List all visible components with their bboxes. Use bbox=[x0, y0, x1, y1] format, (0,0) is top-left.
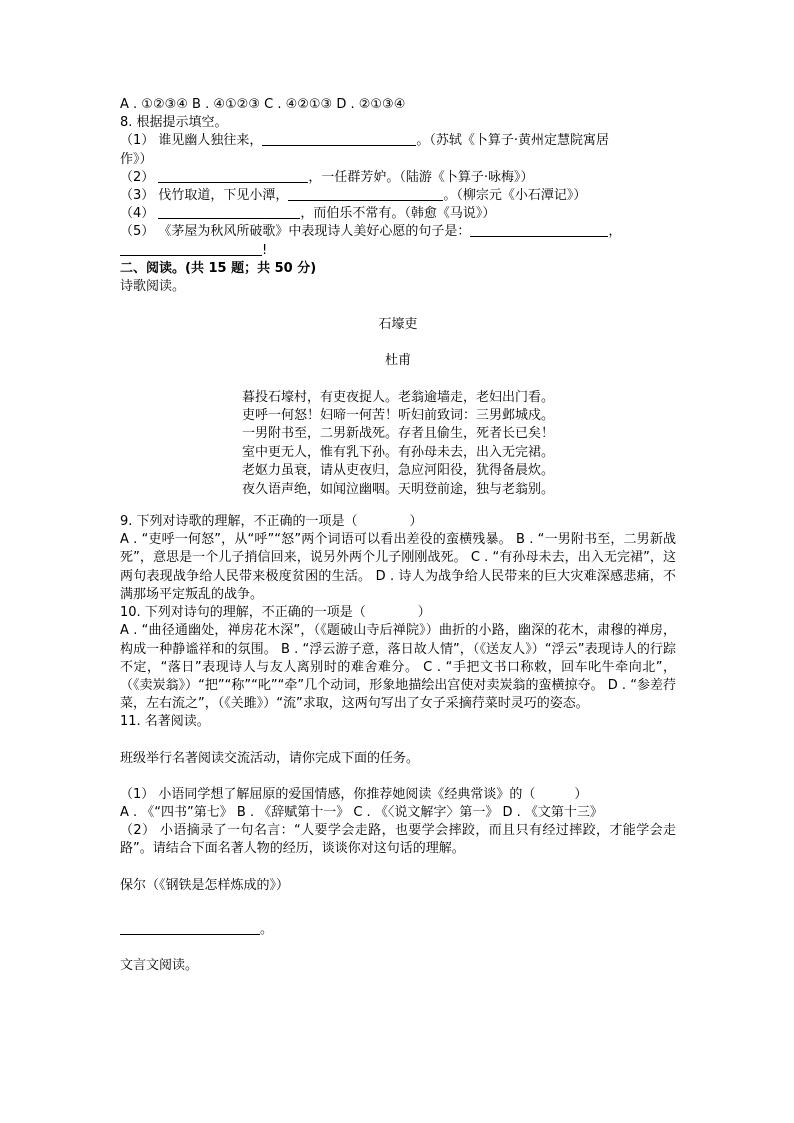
q11-sub1-options: A . 《“四书”第七》 B . 《辞赋第十一》 C . 《〈说文解字〉第一》 D . 《文第十三》 bbox=[120, 804, 603, 820]
q8-line-1 bbox=[120, 132, 676, 150]
poetry-intro: 诗歌阅读。 bbox=[120, 279, 186, 295]
q8-3-source: 。（柳宗元《小石潭记》） bbox=[443, 188, 587, 204]
q10-stem: 10. 下列对诗句的理解，不正确的一项是（ ） bbox=[120, 605, 431, 621]
q11-sub2: （2） 小语摘录了一句名言：“人要学会走路，也要学会摔跤，而且只有经过摔跤，才能学会走路”。请结合下面名著人物的经历，谈谈你对这句话的理解。 bbox=[120, 823, 676, 857]
q8-title: 8. 根据提示填空。 bbox=[120, 115, 228, 131]
q8-2-source: ，一任群芳妒。（陆游《卜算子·咏梅》） bbox=[308, 169, 534, 185]
answer-blank[interactable] bbox=[470, 223, 608, 237]
poem-line: 室中更无人，惟有乳下孙。有孙母未去，出入无完裙。 bbox=[241, 444, 554, 460]
q8-line-2 bbox=[120, 169, 676, 187]
q8-line-5-cont bbox=[120, 242, 676, 260]
q11-figure: 保尔（《钢铁是怎样炼成的》） bbox=[120, 877, 290, 893]
answer-blank[interactable] bbox=[158, 205, 300, 219]
q9-options: A . “吏呼一何怒”，从“呼”“怒”两个词语可以看出差役的蛮横残暴。 B . “一男附书至，二男新战死”，意思是一个儿子捎信回来，说另外两个儿子刚刚战死。 C . “有孙母未去，出入无完裙”，这两句表现战争给人民带来极度贫困的生活。 D . 诗人为战争给人民带来的巨大灾难深感悲痛，不满那场平定叛乱的战争。 bbox=[120, 532, 676, 602]
poem-line: 一男附书至，二男新战死。存者且偷生，死者长已矣！ bbox=[241, 426, 554, 442]
q8-3-text: （3） 伐竹取道，下见小潭， bbox=[120, 188, 289, 204]
poem-title: 石壕吏 bbox=[378, 317, 418, 333]
q11-sub1: （1） 小语同学想了解屈原的爱国情感，你推荐她阅读《经典常谈》的（ ） bbox=[120, 786, 588, 802]
q8-line-3 bbox=[120, 187, 676, 205]
q9-stem: 9. 下列对诗歌的理解，不正确的一项是（ ） bbox=[120, 514, 423, 530]
answer-blank[interactable] bbox=[158, 169, 308, 183]
poem-line: 夜久语声绝，如闻泣幽咽。天明登前途，独与老翁别。 bbox=[241, 481, 554, 497]
q11-answer-line bbox=[120, 921, 676, 939]
q8-1-text: （1） 谁见幽人独往来， bbox=[120, 133, 263, 149]
classical-intro: 文言文阅读。 bbox=[120, 957, 199, 973]
q8-1-source: 。（苏轼《卜算子·黄州定慧院寓居 bbox=[416, 133, 610, 149]
document-page bbox=[120, 96, 676, 975]
poem-line: 吏呼一何怒！妇啼一何苦！听妇前致词：三男邺城戍。 bbox=[241, 408, 554, 424]
q11-intro: 班级举行名著阅读交流活动，请你完成下面的任务。 bbox=[120, 750, 420, 766]
answer-blank[interactable] bbox=[120, 242, 262, 256]
q7-options: A . ①②③④ B . ④①②③ C . ④②①③ D . ②①③④ bbox=[120, 97, 406, 112]
poem-author: 杜甫 bbox=[384, 353, 411, 369]
q11-stem: 11. 名著阅读。 bbox=[120, 714, 210, 730]
q11-answer-end: 。 bbox=[260, 921, 274, 937]
q8-5-comma: ， bbox=[608, 224, 622, 240]
q8-line-5 bbox=[120, 223, 676, 241]
q10-options: A . “曲径通幽处，禅房花木深”，（《题破山寺后禅院》）曲折的小路，幽深的花木，肃穆的禅房，构成一种静谧祥和的氛围。 B . “浮云游子意，落日故人情”，（《送友人》）“浮云”表现诗人的行踪不定，“落日”表现诗人与友人离别时的难舍难分。 C . “手把文书口称敕，回车叱牛牵向北”，（《卖炭翁》）“把”“称”“叱”“牵”几个动词，形象地描绘出宫使对卖炭翁的蛮横掠夺。 D . “参差荇菜，左右流之”，（《关雎》）“流”求取，这两句写出了女子采摘荇菜时灵巧的姿态。 bbox=[120, 623, 676, 712]
q8-5-end: ! bbox=[262, 242, 268, 258]
q8-line-4 bbox=[120, 205, 676, 223]
q8-5-text: （5） 《茅屋为秋风所破歌》中表现诗人美好心愿的句子是： bbox=[120, 224, 471, 240]
q8-line-1-cont: 作》） bbox=[120, 151, 153, 167]
q8-4-source: ，而伯乐不常有。（韩愈《马说》） bbox=[300, 206, 496, 222]
q8-2-number: （2） bbox=[120, 169, 159, 185]
answer-blank[interactable] bbox=[120, 921, 260, 935]
answer-blank[interactable] bbox=[288, 187, 443, 201]
poem-line: 暮投石壕村，有吏夜捉人。老翁逾墙走，老妇出门看。 bbox=[241, 389, 554, 405]
q8-4-number: （4） bbox=[120, 206, 159, 222]
poem-body bbox=[120, 389, 676, 499]
answer-blank[interactable] bbox=[262, 132, 416, 146]
section-heading: 二、阅读。(共 15 题；共 50 分) bbox=[120, 260, 317, 276]
poem-line: 老妪力虽衰，请从吏夜归，急应河阳役，犹得备晨炊。 bbox=[241, 463, 554, 479]
